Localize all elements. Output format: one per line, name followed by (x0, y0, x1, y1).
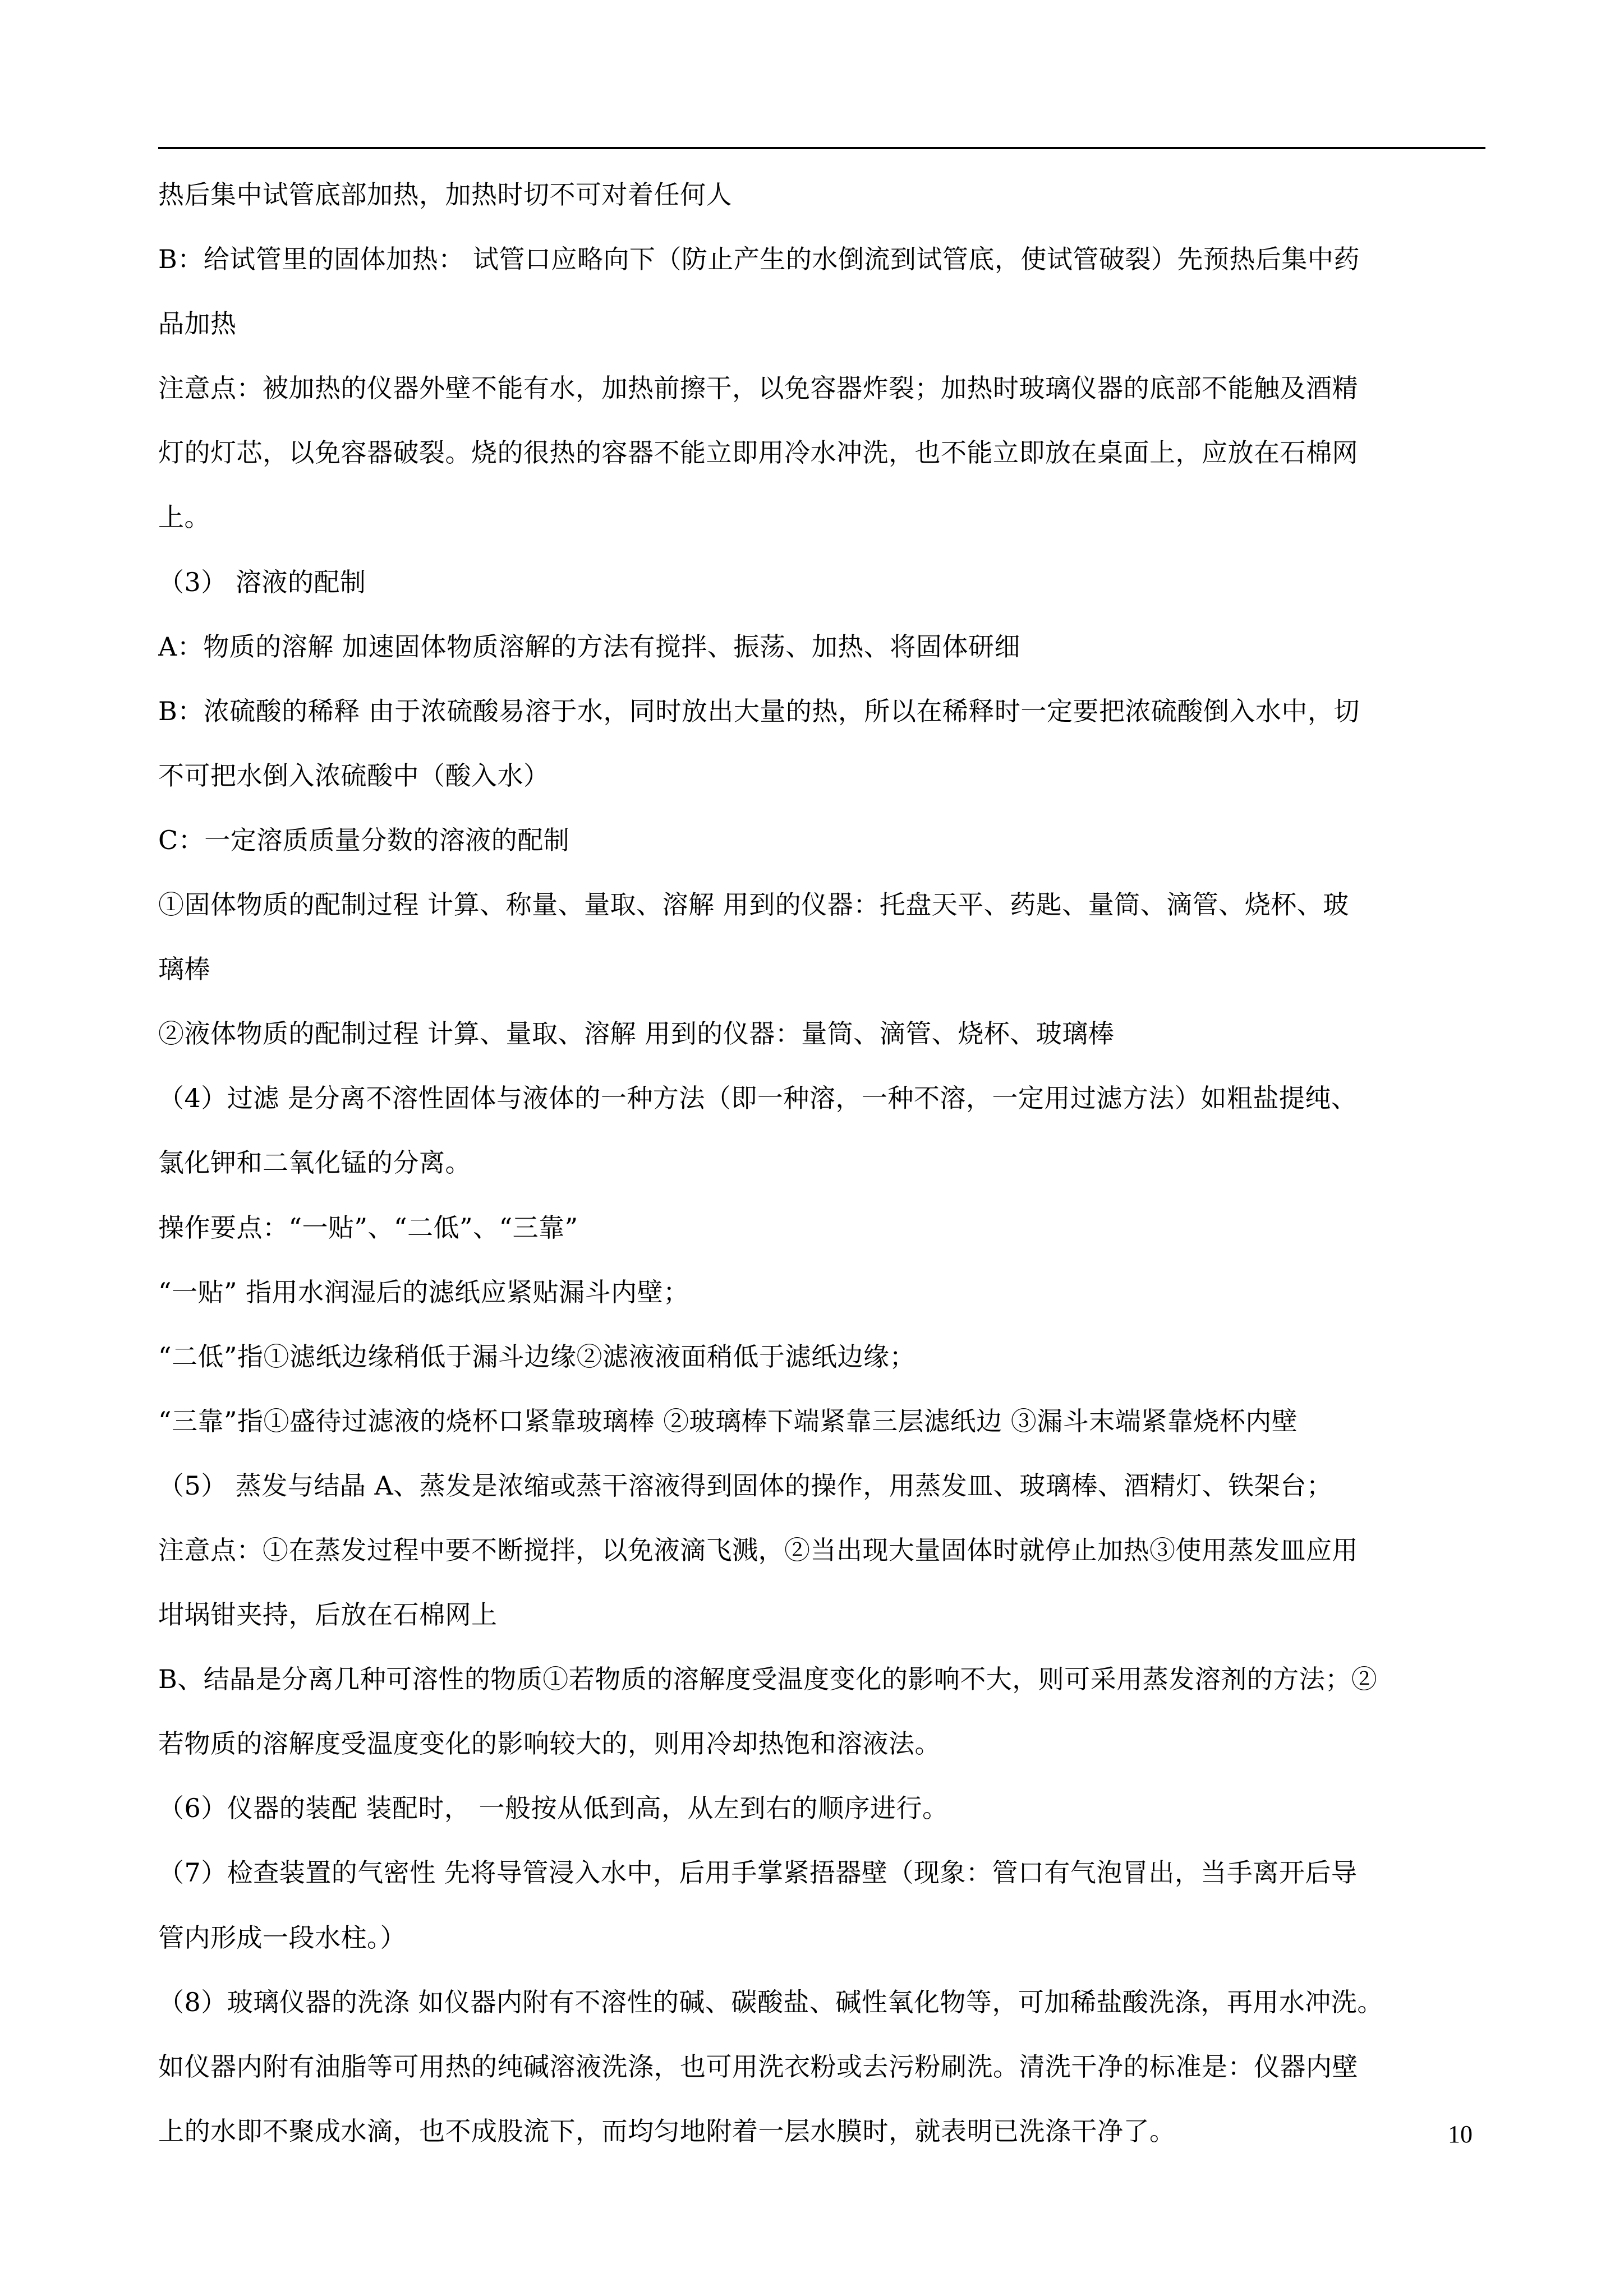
text-line: “三靠”指①盛待过滤液的烧杯口紧靠玻璃棒 ②玻璃棒下端紧靠三层滤纸边 ③漏斗末端紧靠烧杯内壁 (158, 1405, 1298, 1436)
text-line: 上的水即不聚成水滴，也不成股流下，而均匀地附着一层水膜时，就表明已洗涤干净了。 (158, 2115, 1176, 2146)
text-line: 操作要点：“一贴”、“二低”、“三靠” (158, 1212, 578, 1243)
text-line: 璃棒 (158, 954, 210, 985)
text-line: 如仪器内附有油脂等可用热的纯碱溶液洗涤，也可用洗衣粉或去污粉刷洗。清洗干净的标准是：仪器内壁 (158, 2051, 1358, 2082)
text-line: “二低”指①滤纸边缘稍低于漏斗边缘②滤液液面稍低于滤纸边缘； (158, 1341, 916, 1372)
section-heading: （5） 蒸发与结晶 A、蒸发是浓缩或蒸干溶液得到固体的操作，用蒸发皿、玻璃棒、酒精灯、铁架台； (158, 1470, 1333, 1501)
text-line: ①固体物质的配制过程 计算、称量、量取、溶解 用到的仪器：托盘天平、药匙、量筒、滴管、烧杯、玻 (158, 889, 1349, 920)
header-rule (158, 147, 1485, 149)
text-line: 不可把水倒入浓硫酸中（酸入水） (158, 760, 550, 791)
document-body (158, 163, 1485, 2164)
text-line: 上。 (158, 502, 210, 533)
text-line: 灯的灯芯，以免容器破裂。烧的很热的容器不能立即用冷水冲洗，也不能立即放在桌面上，应放在石棉网 (158, 437, 1358, 468)
text-line: 热后集中试管底部加热，加热时切不可对着任何人 (158, 179, 732, 210)
text-line: 坩埚钳夹持，后放在石棉网上 (158, 1599, 498, 1630)
section-heading: （3） 溶液的配制 (158, 566, 366, 597)
text-line: B：浓硫酸的稀释 由于浓硫酸易溶于水，同时放出大量的热，所以在稀释时一定要把浓硫酸倒入水中，切 (158, 695, 1360, 726)
section-heading: （8）玻璃仪器的洗涤 如仪器内附有不溶性的碱、碳酸盐、碱性氧化物等，可加稀盐酸洗涤，再用水冲洗。 (158, 1986, 1383, 2017)
text-line: B、结晶是分离几种可溶性的物质①若物质的溶解度受温度变化的影响不大，则可采用蒸发溶剂的方法；② (158, 1664, 1378, 1695)
section-heading: （6）仪器的装配 装配时， 一般按从低到高，从左到右的顺序进行。 (158, 1793, 949, 1824)
text-line: A：物质的溶解 加速固体物质溶解的方法有搅拌、振荡、加热、将固体研细 (158, 631, 1020, 662)
text-line: 管内形成一段水柱。） (158, 1922, 406, 1953)
text-line: 品加热 (158, 308, 237, 339)
text-line: 注意点：被加热的仪器外壁不能有水，加热前擦干，以免容器炸裂；加热时玻璃仪器的底部不能触及酒精 (158, 373, 1358, 404)
text-line: C：一定溶质质量分数的溶液的配制 (158, 824, 570, 855)
section-heading: （7）检查装置的气密性 先将导管浸入水中，后用手掌紧捂器壁（现象：管口有气泡冒出，当手离开后导 (158, 1857, 1358, 1888)
text-line: “一贴” 指用水润湿后的滤纸应紧贴漏斗内壁； (158, 1276, 689, 1307)
text-line: 若物质的溶解度受温度变化的影响较大的，则用冷却热饱和溶液法。 (158, 1728, 941, 1759)
text-line: B：给试管里的固体加热： 试管口应略向下（防止产生的水倒流到试管底，使试管破裂）先预热后集中药 (158, 244, 1360, 275)
text-line: ②液体物质的配制过程 计算、量取、溶解 用到的仪器：量筒、滴管、烧杯、玻璃棒 (158, 1018, 1115, 1049)
text-line: 注意点：①在蒸发过程中要不断搅拌，以免液滴飞溅，②当出现大量固体时就停止加热③使用蒸发皿应用 (158, 1534, 1358, 1565)
section-heading: （4）过滤 是分离不溶性固体与液体的一种方法（即一种溶，一种不溶，一定用过滤方法）如粗盐提纯、 (158, 1083, 1358, 1114)
text-line: 氯化钾和二氧化锰的分离。 (158, 1147, 471, 1178)
page-number: 10 (1448, 2120, 1473, 2148)
